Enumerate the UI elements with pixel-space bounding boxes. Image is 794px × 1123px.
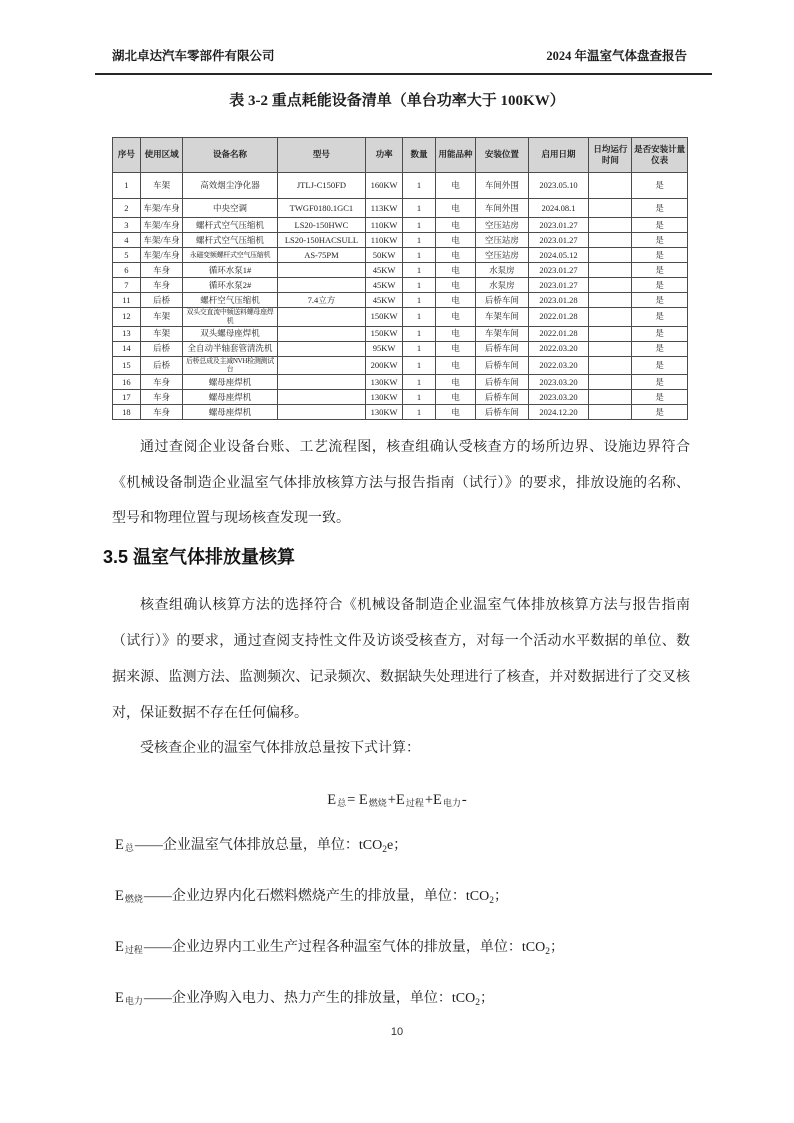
table-cell: 车架车间	[475, 326, 528, 341]
table-cell: 1	[113, 173, 141, 199]
table-cell: 电	[436, 263, 476, 278]
table-cell: 16	[113, 375, 141, 390]
table-cell: 11	[113, 293, 141, 308]
table-cell: TWGF0180.1GC1	[277, 199, 366, 218]
definition-symbol: E	[115, 888, 124, 904]
table-cell: 永磁变频螺杆式空气压缩机	[183, 248, 277, 263]
formula-sub-combustion: 燃烧	[368, 798, 387, 808]
table-cell: 是	[632, 263, 688, 278]
table-cell: 车架/车身	[140, 218, 183, 233]
table-cell: 1	[402, 390, 435, 405]
table-cell: 130KW	[366, 390, 403, 405]
table-cell: 车架车间	[475, 308, 528, 327]
table-cell: 电	[436, 199, 476, 218]
table-cell: 2023.01.27	[528, 233, 588, 248]
emission-total-formula	[0, 788, 794, 815]
table-cell: JTLJ-C150FD	[277, 173, 366, 199]
table-cell: 2022.01.28	[528, 326, 588, 341]
table-cell: 车间外围	[475, 173, 528, 199]
table-cell	[277, 390, 366, 405]
table-header-row	[113, 138, 688, 173]
table-cell: 150KW	[366, 308, 403, 327]
definition-subscript: 燃烧	[124, 894, 143, 904]
table-cell: 电	[436, 278, 476, 293]
table-cell: 45KW	[366, 263, 403, 278]
table-row	[113, 390, 688, 405]
term-definitions	[115, 822, 693, 1026]
table-row	[113, 405, 688, 420]
table-cell: 1	[402, 341, 435, 356]
table-row	[113, 263, 688, 278]
table-cell	[589, 248, 632, 263]
table-row	[113, 293, 688, 308]
table-cell	[589, 390, 632, 405]
table-cell: 110KW	[366, 233, 403, 248]
table-cell: 1	[402, 248, 435, 263]
definition-text: ——企业净购入电力、热力产生的排放量，单位：tCO	[143, 991, 476, 1006]
table-cell: 50KW	[366, 248, 403, 263]
table-cell: 1	[402, 293, 435, 308]
formula-sub-process: 过程	[405, 798, 424, 808]
definition-tail: ；	[479, 991, 494, 1006]
table-row	[113, 218, 688, 233]
table-cell: 是	[632, 233, 688, 248]
table-cell: 13	[113, 326, 141, 341]
table-cell: 后桥车间	[475, 405, 528, 420]
table-row	[113, 173, 688, 199]
table-cell: 45KW	[366, 278, 403, 293]
table-cell: 130KW	[366, 375, 403, 390]
definition-symbol: E	[115, 837, 124, 853]
table-cell: 循环水泵2#	[183, 278, 277, 293]
table-cell	[589, 341, 632, 356]
table-cell	[277, 308, 366, 327]
table-cell: 是	[632, 390, 688, 405]
table-cell: 18	[113, 405, 141, 420]
table-cell: 后桥	[140, 341, 183, 356]
table-cell: 高效烟尘净化器	[183, 173, 277, 199]
table-cell: 是	[632, 356, 688, 375]
definition-symbol: E	[115, 939, 124, 955]
table-cell: 是	[632, 405, 688, 420]
table-cell: 17	[113, 390, 141, 405]
table-cell: 1	[402, 199, 435, 218]
definition-subscript: 电力	[124, 996, 143, 1006]
table-cell	[277, 278, 366, 293]
definition-tail: ；	[493, 889, 508, 904]
column-header: 是否安装计量仪表	[632, 138, 688, 173]
table-cell	[277, 263, 366, 278]
table-cell: 1	[402, 375, 435, 390]
table-cell: 是	[632, 248, 688, 263]
table-cell: 电	[436, 218, 476, 233]
table-title: 表 3-2 重点耗能设备清单（单台功率大于 100KW）	[229, 93, 565, 109]
table-cell	[589, 356, 632, 375]
table-cell: 2023.01.27	[528, 218, 588, 233]
table-cell	[277, 356, 366, 375]
definition-line	[115, 873, 693, 924]
table-cell: 1	[402, 233, 435, 248]
table-cell: 电	[436, 233, 476, 248]
table-cell: 是	[632, 326, 688, 341]
table-cell: 后桥车间	[475, 375, 528, 390]
definition-subscript: 总	[124, 843, 134, 853]
table-row	[113, 341, 688, 356]
unit-subscript: 2	[545, 947, 550, 957]
table-cell: 2024.12.20	[528, 405, 588, 420]
table-cell: 2024.08.1	[528, 199, 588, 218]
table-cell: 车身	[140, 390, 183, 405]
column-header: 功率	[366, 138, 403, 173]
table-cell: 110KW	[366, 218, 403, 233]
table-cell: 电	[436, 326, 476, 341]
table-cell: 2023.01.28	[528, 293, 588, 308]
table-cell: 4	[113, 233, 141, 248]
table-cell: 螺杆式空气压缩机	[183, 218, 277, 233]
table-cell	[589, 173, 632, 199]
table-cell: 车身	[140, 278, 183, 293]
table-cell: 后桥车间	[475, 390, 528, 405]
definition-line	[115, 822, 693, 873]
header-company-name: 湖北卓达汽车零部件有限公司	[112, 49, 275, 63]
table-cell: 中央空调	[183, 199, 277, 218]
table-cell: 95KW	[366, 341, 403, 356]
unit-subscript: 2	[382, 845, 387, 855]
table-cell: 双头交直流中频送料螺母座焊机	[183, 308, 277, 327]
column-header: 用能品种	[436, 138, 476, 173]
table-cell	[589, 293, 632, 308]
table-cell: 7.4立方	[277, 293, 366, 308]
table-cell: 电	[436, 390, 476, 405]
column-header: 设备名称	[183, 138, 277, 173]
table-cell: 后桥	[140, 356, 183, 375]
table-cell: 后桥总成及主减NVH检测测试台	[183, 356, 277, 375]
table-cell: 车架	[140, 326, 183, 341]
table-cell: 1	[402, 326, 435, 341]
column-header: 使用区域	[140, 138, 183, 173]
formula-e-total: E	[327, 792, 337, 808]
table-cell: 2	[113, 199, 141, 218]
table-cell: 是	[632, 278, 688, 293]
equipment-table	[112, 137, 688, 420]
table-cell: 2022.03.20	[528, 356, 588, 375]
table-cell: 6	[113, 263, 141, 278]
definition-line	[115, 975, 693, 1026]
table-cell	[589, 263, 632, 278]
table-cell: 车架/车身	[140, 199, 183, 218]
unit-subscript: 2	[489, 896, 494, 906]
table-cell: 电	[436, 173, 476, 199]
table-cell: 14	[113, 341, 141, 356]
column-header: 启用日期	[528, 138, 588, 173]
table-cell: 是	[632, 293, 688, 308]
table-cell: 2023.03.20	[528, 375, 588, 390]
table-row	[113, 308, 688, 327]
table-cell: 车身	[140, 263, 183, 278]
table-cell: 螺杆空气压缩机	[183, 293, 277, 308]
definition-tail: e；	[386, 838, 408, 853]
table-cell: 后桥车间	[475, 356, 528, 375]
unit-subscript: 2	[475, 998, 480, 1008]
table-row	[113, 326, 688, 341]
table-cell: 45KW	[366, 293, 403, 308]
table-cell: 循环水泵1#	[183, 263, 277, 278]
table-cell	[277, 405, 366, 420]
table-cell: 电	[436, 356, 476, 375]
paragraph-formula-intro: 受核查企业的温室气体排放总量按下式计算：	[140, 741, 420, 756]
table-cell	[277, 375, 366, 390]
section-heading-3-5: 3.5 温室气体排放量核算	[103, 547, 296, 567]
table-cell: 2023.01.27	[528, 263, 588, 278]
table-cell: 是	[632, 218, 688, 233]
table-cell	[277, 341, 366, 356]
table-cell: 车间外围	[475, 199, 528, 218]
table-cell: 2022.03.20	[528, 341, 588, 356]
formula-sub-electricity: 电力	[442, 798, 461, 808]
table-cell: 1	[402, 356, 435, 375]
table-cell: 113KW	[366, 199, 403, 218]
table-cell: 12	[113, 308, 141, 327]
formula-plus-2: +E	[424, 792, 442, 808]
table-cell: 是	[632, 199, 688, 218]
page-number: 10	[390, 1026, 404, 1038]
table-cell: 车架	[140, 173, 183, 199]
table-cell: 后桥	[140, 293, 183, 308]
table-cell	[277, 326, 366, 341]
definition-text: ——企业边界内工业生产过程各种温室气体的排放量，单位：tCO	[143, 940, 546, 955]
table-cell	[589, 326, 632, 341]
table-cell: AS-75PM	[277, 248, 366, 263]
table-cell	[589, 218, 632, 233]
paragraph-boundary-confirmation: 通过查阅企业设备台账、工艺流程图，核查组确认受核查方的场所边界、设施边界符合《机械设备制造企业温室气体排放核算方法与报告指南（试行）》的要求，排放设施的名称、型号和物理位置与现场核查发现一致。	[112, 440, 690, 526]
column-header: 序号	[113, 138, 141, 173]
table-cell: 后桥车间	[475, 341, 528, 356]
table-cell: 2024.05.12	[528, 248, 588, 263]
formula-tail-minus: -	[461, 792, 467, 808]
table-cell: 车身	[140, 375, 183, 390]
table-cell: 螺母座焊机	[183, 390, 277, 405]
table-cell: 1	[402, 263, 435, 278]
table-cell	[589, 405, 632, 420]
table-cell	[589, 308, 632, 327]
table-cell: 车架/车身	[140, 233, 183, 248]
table-cell: 7	[113, 278, 141, 293]
table-cell	[589, 375, 632, 390]
table-cell: 电	[436, 248, 476, 263]
definition-subscript: 过程	[124, 945, 143, 955]
definition-tail: ；	[549, 940, 564, 955]
definition-line	[115, 924, 693, 975]
table-cell: 空压站房	[475, 233, 528, 248]
page-header	[95, 48, 712, 75]
table-cell: 2023.03.20	[528, 390, 588, 405]
equipment-table-header	[113, 138, 688, 173]
table-cell: 车架/车身	[140, 248, 183, 263]
table-cell: 1	[402, 308, 435, 327]
table-cell: 1	[402, 173, 435, 199]
table-cell: 5	[113, 248, 141, 263]
table-cell: 是	[632, 173, 688, 199]
table-cell: 双头螺母座焊机	[183, 326, 277, 341]
table-row	[113, 375, 688, 390]
formula-sub-total: 总	[337, 798, 347, 808]
definition-text: ——企业温室气体排放总量，单位：tCO	[134, 838, 383, 853]
table-cell: 水泵房	[475, 263, 528, 278]
equipment-table-body	[113, 173, 688, 420]
table-cell: 2023.01.27	[528, 278, 588, 293]
table-row	[113, 233, 688, 248]
table-cell: 160KW	[366, 173, 403, 199]
table-cell: 150KW	[366, 326, 403, 341]
table-cell: LS20-150HWC	[277, 218, 366, 233]
table-cell: 空压站房	[475, 248, 528, 263]
column-header: 安装位置	[475, 138, 528, 173]
table-cell: 2022.01.28	[528, 308, 588, 327]
table-cell: 2023.05.10	[528, 173, 588, 199]
table-cell: 电	[436, 293, 476, 308]
definition-symbol: E	[115, 990, 124, 1006]
table-cell: LS20-150HACSULL	[277, 233, 366, 248]
table-cell: 电	[436, 405, 476, 420]
table-cell: 电	[436, 375, 476, 390]
table-cell: 200KW	[366, 356, 403, 375]
table-cell: 是	[632, 341, 688, 356]
table-cell: 全自动半轴套管清洗机	[183, 341, 277, 356]
table-cell: 车身	[140, 405, 183, 420]
table-cell: 水泵房	[475, 278, 528, 293]
column-header: 日均运行时间	[589, 138, 632, 173]
table-cell: 是	[632, 308, 688, 327]
definition-text: ——企业边界内化石燃料燃烧产生的排放量，单位：tCO	[143, 889, 490, 904]
header-report-title: 2024 年温室气体盘查报告	[546, 49, 687, 63]
table-cell: 电	[436, 341, 476, 356]
table-cell: 130KW	[366, 405, 403, 420]
table-cell: 后桥车间	[475, 293, 528, 308]
paragraph-method-confirmation: 核查组确认核算方法的选择符合《机械设备制造企业温室气体排放核算方法与报告指南（试行）》的要求，通过查阅支持性文件及访谈受核查方，对每一个活动水平数据的单位、数据来源、监测方法、监测频次、记录频次、数据缺失处理进行了核查，并对数据进行了交叉核对，保证数据不存在任何偏移。	[112, 598, 690, 721]
table-row	[113, 278, 688, 293]
table-cell: 螺母座焊机	[183, 405, 277, 420]
table-cell: 1	[402, 218, 435, 233]
table-cell	[589, 233, 632, 248]
table-cell	[589, 199, 632, 218]
table-cell: 空压站房	[475, 218, 528, 233]
table-row	[113, 248, 688, 263]
table-cell: 车架	[140, 308, 183, 327]
table-cell: 1	[402, 278, 435, 293]
column-header: 型号	[277, 138, 366, 173]
table-row	[113, 199, 688, 218]
table-cell: 1	[402, 405, 435, 420]
table-cell	[589, 278, 632, 293]
column-header: 数量	[402, 138, 435, 173]
table-cell: 是	[632, 375, 688, 390]
table-cell: 螺杆式空气压缩机	[183, 233, 277, 248]
table-cell: 3	[113, 218, 141, 233]
table-cell: 电	[436, 308, 476, 327]
table-cell: 15	[113, 356, 141, 375]
table-cell: 螺母座焊机	[183, 375, 277, 390]
formula-plus-1: +E	[387, 792, 405, 808]
formula-equals: = E	[347, 792, 368, 808]
table-row	[113, 356, 688, 375]
